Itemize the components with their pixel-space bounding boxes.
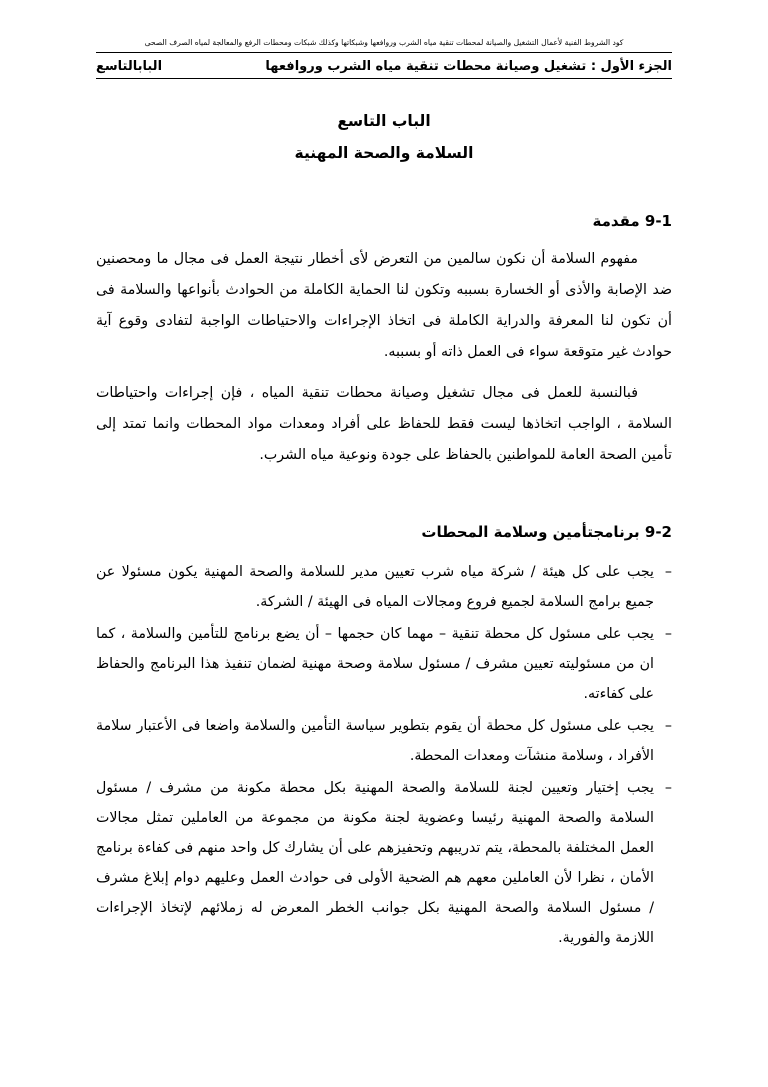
- list-item: [96, 711, 672, 771]
- section-heading-9-2: 9-2 برنامجتأمين وسلامة المحطات: [421, 523, 672, 541]
- header-part-line: [96, 57, 672, 79]
- header-part-title: الجزء الأول : تشغيل وصيانة محطات تنقية مياه الشرب وروافعها: [265, 59, 672, 74]
- list-item: [96, 619, 672, 709]
- header-chapter-label: البابالتاسع: [96, 59, 163, 74]
- paragraph: مفهوم السلامة أن نكون سالمين من التعرض لأى أخطار نتيجة العمل فى مجال ما ومحصنين ضد الإصابة والأذى أو الخسارة بسببه وتكون لنا الحماية الكاملة من الحوادث بأنواعها والسلامة فى أن تكون لنا المعرفة والدراية الكاملة فى اتخاذ الإجراءات والاحتياطات الواجبة لتفادى وقوع آية حوادث غير متوقعة سواء فى العمل ذاته أو بسببه.: [96, 251, 672, 360]
- section-9-2-list: [96, 557, 672, 953]
- page-subtitle: السلامة والصحة المهنية: [294, 144, 474, 162]
- list-item-text: يجب إختيار وتعيين لجنة للسلامة والصحة المهنية بكل محطة مكونة من مشرف / مسئول السلامة والصحة المهنية رئيسا وعضوية لجنة مكونة من مجموعة من العاملين تمثل مجالات العمل المختلفة بالمحطة، يتم تدريبهم وتحفيزهم على أن يشارك كل واحد منهم فى كفاءة برنامج الأمان ، نظرا لأن العاملين معهم هم الضحية الأولى فى حوادث العمل وعليهم دوام إبلاغ مشرف / مسئول السلامة والصحة المهنية بكل جوانب الخطر المعرض له زملائهم لإتخاذ الإجراءات اللازمة والفورية.: [96, 780, 654, 946]
- dash-bullet-icon: –: [664, 718, 672, 734]
- paragraph: فبالنسبة للعمل فى مجال تشغيل وصيانة محطات تنقية المياه ، فإن إجراءات واحتياطات السلامة ، الواجب اتخاذها ليست فقط للحفاظ على أفراد ومعدات مواد المحطات وانما تمتد إلى تأمين الصحة العامة للمواطنين بالحفاظ على جودة ونوعية مياه الشرب.: [96, 385, 672, 463]
- dash-bullet-icon: –: [664, 564, 672, 580]
- document-body: [96, 104, 672, 955]
- page-title: الباب التاسع: [337, 112, 431, 130]
- list-item-text: يجب على كل هيئة / شركة مياه شرب تعيين مدير للسلامة والصحة المهنية يكون مسئولا عن جميع برامج السلامة لجميع فروع ومجالات المياه فى الهيئة / الشركة.: [96, 564, 654, 610]
- section-heading-9-1: 9-1 مقدمة: [592, 212, 672, 230]
- section-9-1-body: [96, 244, 672, 471]
- list-item-text: يجب على مسئول كل محطة تنقية – مهما كان حجمها – أن يضع برنامج للتأمين والسلامة ، كما ان من مسئوليته تعيين مشرف / مسئول سلامة وصحة مهنية لضمان تنفيذ هذا البرنامج والحفاظ على كفاءته.: [96, 626, 654, 702]
- dash-bullet-icon: –: [664, 780, 672, 796]
- running-header: [96, 36, 672, 79]
- header-code-line: كود الشروط الفنية لأعمال التشغيل والصيانة لمحطات تنقية مياه الشرب وروافعها وشبكاتها وكذلك شبكات ومحطات الرفع والمعالجة لمياه الصرف الصحى: [96, 36, 672, 53]
- list-item: [96, 557, 672, 617]
- dash-bullet-icon: –: [664, 626, 672, 642]
- list-item: [96, 773, 672, 953]
- list-item-text: يجب على مسئول كل محطة أن يقوم بتطوير سياسة التأمين والسلامة واضعا فى الأعتبار سلامة الأفراد ، وسلامة منشآت ومعدات المحطة.: [96, 718, 654, 764]
